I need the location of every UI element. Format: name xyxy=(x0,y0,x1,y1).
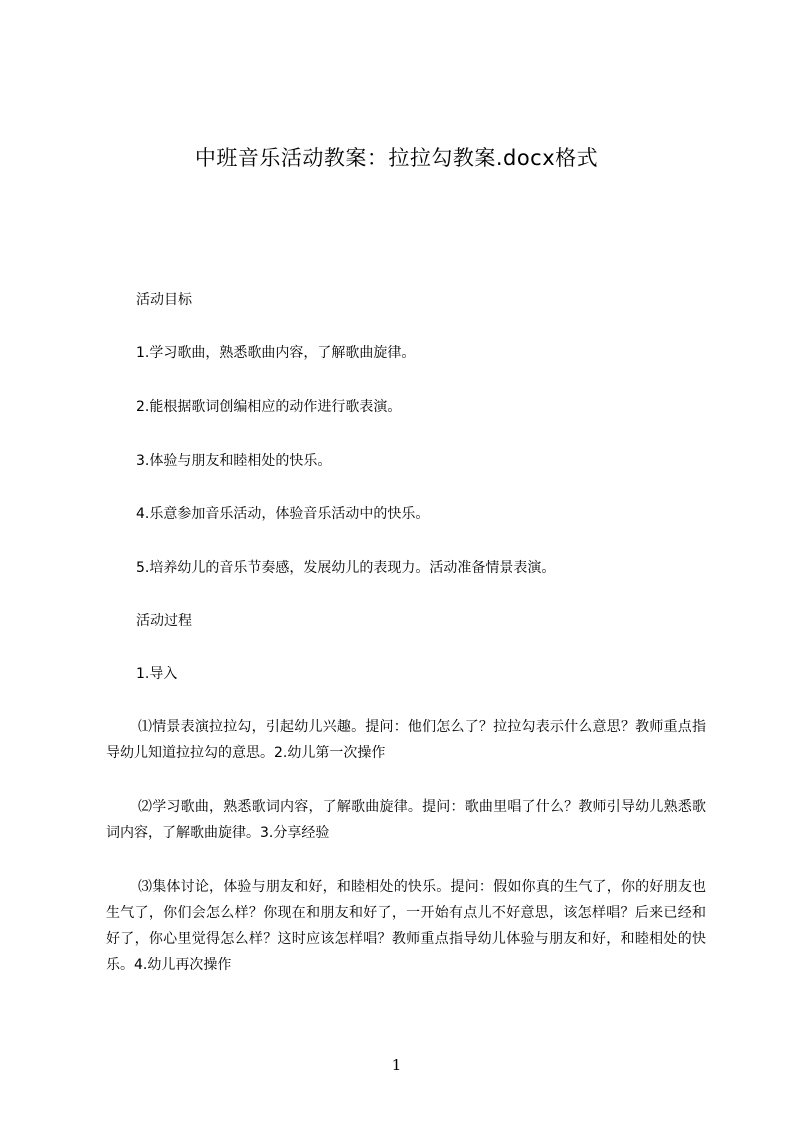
goal-item: 5.培养幼儿的音乐节奏感，发展幼儿的表现力。活动准备情景表演。 xyxy=(136,560,556,576)
goal-item: 3.体验与朋友和睦相处的快乐。 xyxy=(136,453,332,469)
step-intro: 1.导入 xyxy=(136,666,178,682)
process-paragraph: ⑵学习歌曲，熟悉歌词内容，了解歌曲旋律。提问：歌曲里唱了什么？教师引导幼儿熟悉歌词内容，了解歌曲旋律。3.分享经验 xyxy=(106,799,706,841)
document-title: 中班音乐活动教案：拉拉勾教案.docx格式 xyxy=(194,146,599,170)
process-heading: 活动过程 xyxy=(136,613,192,629)
process-paragraph: ⑶集体讨论，体验与朋友和好，和睦相处的快乐。提问：假如你真的生气了，你的好朋友也生气了，你们会怎么样？你现在和朋友和好了，一开始有点儿不好意思，该怎样唱？后来已经和好了，你心里觉得怎么样？这时应该怎样唱？教师重点指导幼儿体验与朋友和好，和睦相处的快乐。4.幼儿再次操作 xyxy=(106,879,706,973)
goal-item: 4.乐意参加音乐活动，体验音乐活动中的快乐。 xyxy=(136,506,430,522)
goal-item: 2.能根据歌词创编相应的动作进行歌表演。 xyxy=(136,399,402,415)
goals-heading: 活动目标 xyxy=(136,292,192,308)
process-paragraph: ⑴情景表演拉拉勾，引起幼儿兴趣。提问：他们怎么了？拉拉勾表示什么意思？教师重点指导幼儿知道拉拉勾的意思。2.幼儿第一次操作 xyxy=(106,719,706,761)
page-number: 1 xyxy=(391,1056,402,1074)
goal-item: 1.学习歌曲，熟悉歌曲内容，了解歌曲旋律。 xyxy=(136,345,416,361)
